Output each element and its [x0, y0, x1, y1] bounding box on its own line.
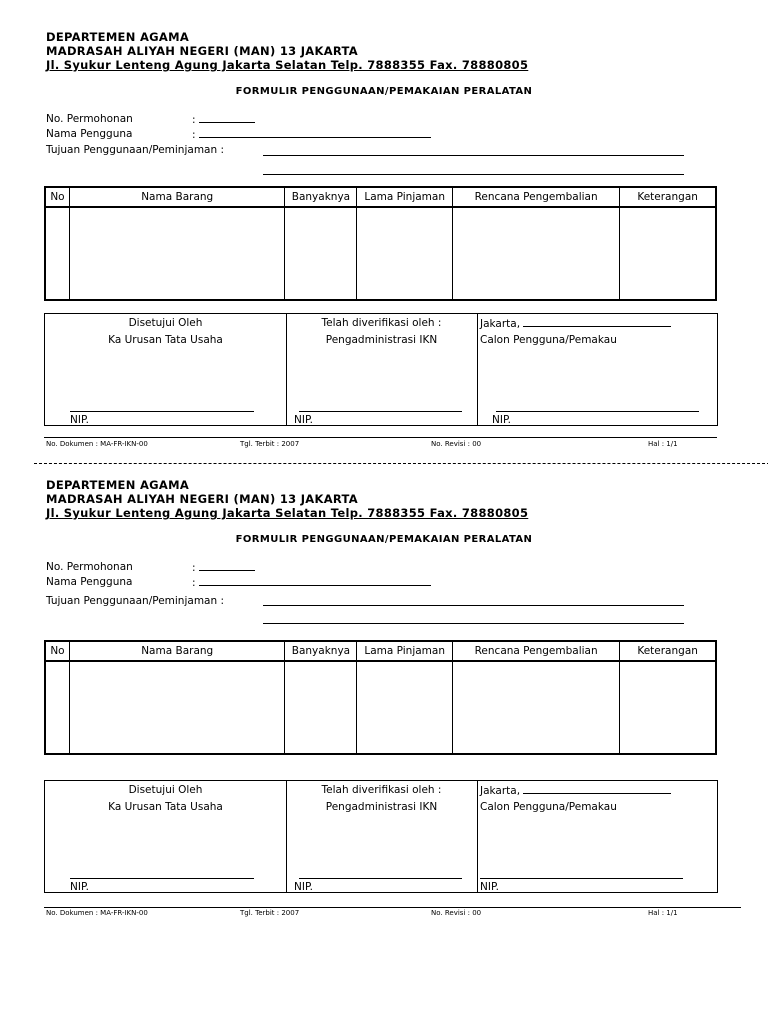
form-copy-1: [0, 0, 768, 448]
col-keterangan-header: Keterangan: [620, 187, 716, 207]
colon: :: [192, 129, 196, 141]
approver-nip: NIP.: [70, 881, 89, 893]
approver-role: Ka Urusan Tata Usaha: [108, 801, 223, 813]
col-no-header: No: [45, 187, 69, 207]
colon: :: [192, 114, 196, 126]
tujuan-line-1[interactable]: [263, 155, 684, 156]
department-name: DEPARTEMEN AGAMA: [46, 30, 190, 44]
approver-signature-line[interactable]: [70, 878, 254, 879]
table-cell[interactable]: [285, 207, 357, 300]
footer-hal: Hal : 1/1: [648, 440, 678, 448]
table-cell[interactable]: [357, 661, 453, 754]
col-lama-pinjaman-header: Lama Pinjaman: [357, 187, 453, 207]
table-cell[interactable]: [45, 207, 69, 300]
requester-signature-line[interactable]: [480, 878, 683, 879]
col-banyaknya-header: Banyaknya: [285, 187, 357, 207]
no-permohonan-label: No. Permohonan: [46, 561, 133, 573]
department-name: DEPARTEMEN AGAMA: [46, 478, 190, 492]
approver-title: Disetujui Oleh: [128, 784, 203, 796]
school-address: Jl. Syukur Lenteng Agung Jakarta Selatan Telp. 7888355 Fax. 78880805: [46, 506, 529, 520]
tujuan-line-1[interactable]: [263, 605, 684, 606]
approver-cell: [45, 314, 287, 425]
school-name: MADRASAH ALIYAH NEGERI (MAN) 13 JAKARTA: [46, 44, 359, 58]
approver-role: Ka Urusan Tata Usaha: [108, 334, 223, 346]
table-row[interactable]: [45, 207, 716, 300]
verifier-role: Pengadministrasi IKN: [325, 801, 438, 813]
table-cell[interactable]: [69, 661, 285, 754]
requester-cell: [478, 781, 717, 892]
nama-pengguna-label: Nama Pengguna: [46, 128, 133, 140]
footer-tgl-terbit: Tgl. Terbit : 2007: [240, 909, 300, 917]
table-row[interactable]: [45, 661, 716, 754]
signature-box: [44, 313, 718, 426]
tujuan-label: Tujuan Penggunaan/Peminjaman :: [46, 595, 225, 607]
requester-nip: NIP.: [492, 414, 511, 426]
approver-cell: [45, 781, 287, 892]
no-permohonan-field[interactable]: [192, 561, 255, 574]
col-no-header: No: [45, 641, 69, 661]
verifier-title: Telah diverifikasi oleh :: [321, 317, 442, 329]
form-title: FORMULIR PENGGUNAAN/PEMAKAIAN PERALATAN: [235, 86, 533, 97]
tujuan-line-2[interactable]: [263, 174, 684, 175]
place-label: Jakarta,: [480, 785, 521, 797]
table-cell[interactable]: [357, 207, 453, 300]
verifier-nip: NIP.: [294, 414, 313, 426]
verifier-signature-line[interactable]: [299, 411, 462, 412]
table-cell[interactable]: [453, 207, 620, 300]
verifier-cell: [286, 781, 478, 892]
footer-hal: Hal : 1/1: [648, 909, 678, 917]
col-nama-barang-header: Nama Barang: [69, 187, 285, 207]
place-label: Jakarta,: [480, 318, 521, 330]
footer-no-revisi: No. Revisi : 00: [431, 440, 482, 448]
table-cell[interactable]: [620, 207, 716, 300]
table-cell[interactable]: [285, 661, 357, 754]
table-cell[interactable]: [620, 661, 716, 754]
table-cell[interactable]: [453, 661, 620, 754]
approver-nip: NIP.: [70, 414, 89, 426]
tujuan-label: Tujuan Penggunaan/Peminjaman :: [46, 144, 225, 156]
nama-pengguna-label: Nama Pengguna: [46, 576, 133, 588]
footer-no-dokumen: No. Dokumen : MA-FR-IKN-00: [46, 909, 148, 917]
verifier-title: Telah diverifikasi oleh :: [321, 784, 442, 796]
verifier-nip: NIP.: [294, 881, 313, 893]
form-title: FORMULIR PENGGUNAAN/PEMAKAIAN PERALATAN: [235, 534, 533, 545]
approver-title: Disetujui Oleh: [128, 317, 203, 329]
requester-nip: NIP.: [480, 881, 499, 893]
table-header-row: [45, 187, 716, 207]
school-address: Jl. Syukur Lenteng Agung Jakarta Selatan Telp. 7888355 Fax. 78880805: [46, 58, 529, 72]
nama-pengguna-field[interactable]: [192, 128, 431, 141]
items-table: [44, 640, 717, 755]
col-rencana-pengembalian-header: Rencana Pengembalian: [453, 187, 620, 207]
approver-signature-line[interactable]: [70, 411, 254, 412]
table-cell[interactable]: [45, 661, 69, 754]
col-nama-barang-header: Nama Barang: [69, 641, 285, 661]
requester-cell: [478, 314, 717, 425]
requester-place-date: [480, 317, 671, 330]
table-header-row: [45, 641, 716, 661]
items-table: [44, 186, 717, 301]
requester-signature-line[interactable]: [496, 411, 699, 412]
requester-place-date: [480, 784, 671, 797]
footer-no-dokumen: No. Dokumen : MA-FR-IKN-00: [46, 440, 148, 448]
col-rencana-pengembalian-header: Rencana Pengembalian: [453, 641, 620, 661]
col-banyaknya-header: Banyaknya: [285, 641, 357, 661]
signature-box: [44, 780, 718, 893]
requester-role: Calon Pengguna/Pemakau: [480, 801, 617, 813]
school-name: MADRASAH ALIYAH NEGERI (MAN) 13 JAKARTA: [46, 492, 359, 506]
colon: :: [192, 577, 196, 589]
no-permohonan-field[interactable]: [192, 113, 255, 126]
tujuan-line-2[interactable]: [263, 623, 684, 624]
nama-pengguna-field[interactable]: [192, 576, 431, 589]
no-permohonan-label: No. Permohonan: [46, 113, 133, 125]
footer-line: [44, 907, 741, 908]
form-copy-2: [0, 448, 768, 917]
verifier-cell: [286, 314, 478, 425]
colon: :: [192, 562, 196, 574]
verifier-role: Pengadministrasi IKN: [325, 334, 438, 346]
footer-tgl-terbit: Tgl. Terbit : 2007: [240, 440, 300, 448]
footer-line: [44, 437, 717, 438]
verifier-signature-line[interactable]: [299, 878, 462, 879]
table-cell[interactable]: [69, 207, 285, 300]
requester-role: Calon Pengguna/Pemakau: [480, 334, 617, 346]
col-lama-pinjaman-header: Lama Pinjaman: [357, 641, 453, 661]
col-keterangan-header: Keterangan: [620, 641, 716, 661]
footer-no-revisi: No. Revisi : 00: [431, 909, 482, 917]
